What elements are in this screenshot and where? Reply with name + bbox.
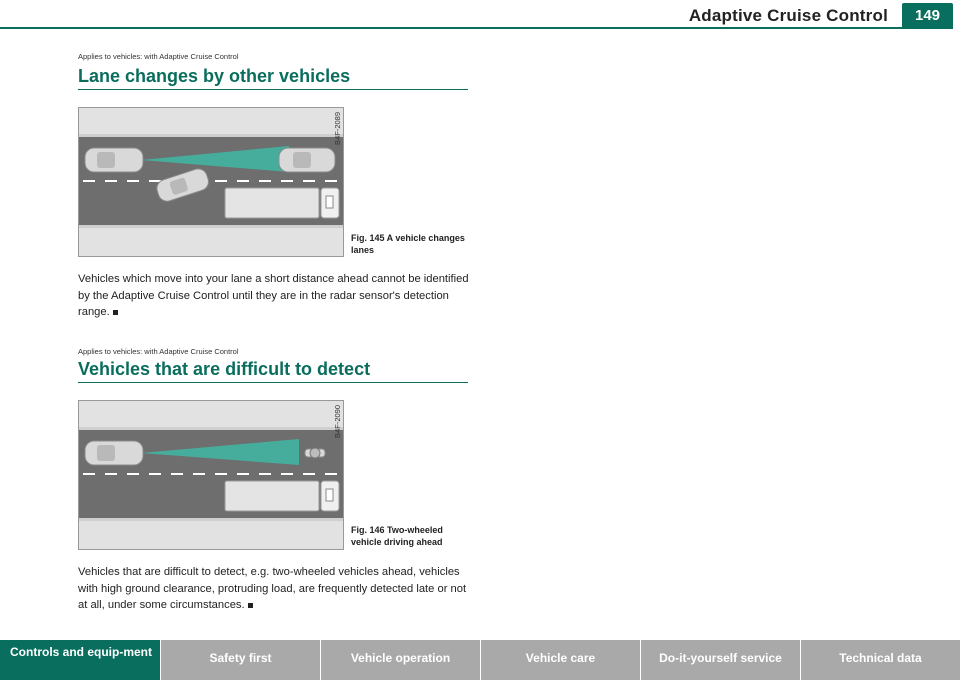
figure-caption-145: Fig. 145 A vehicle changes lanes [351,233,465,255]
applies-note-2: Applies to vehicles: with Adaptive Cruise Control [78,347,239,356]
figure-code-146: B4F-2090 [333,405,342,438]
nav-tab-vehicle-operation[interactable]: Vehicle operation [320,640,480,680]
two-wheeler-illustration [79,401,343,549]
body-paragraph-2 [78,564,470,614]
body-text-1: Vehicles which move into your lane a short distance ahead cannot be identified by the Adaptive Cruise Control until they are in the radar sensor's detection range. [78,273,469,318]
end-of-section-marker [113,310,118,315]
nav-tab-technical-data[interactable]: Technical data [800,640,960,680]
figure-caption-146: Fig. 146 Two-wheeled vehicle driving ahead [351,525,443,547]
section-title-difficult-detect: Vehicles that are difficult to detect [78,359,468,383]
header-rule [0,27,935,29]
nav-tab-controls[interactable]: Controls and equip-ment [0,640,160,680]
figure-code-145: B4F-2089 [333,112,342,145]
nav-tab-vehicle-care[interactable]: Vehicle care [480,640,640,680]
header-title: Adaptive Cruise Control [688,6,888,25]
page-number-badge: 149 [902,3,953,29]
figure-145 [78,107,344,257]
nav-tab-safety[interactable]: Safety first [160,640,320,680]
body-paragraph-1 [78,271,470,321]
lane-change-illustration [79,108,343,256]
end-of-section-marker [248,603,253,608]
chapter-nav-bar [0,640,960,680]
nav-tab-diy-service[interactable]: Do-it-yourself service [640,640,800,680]
body-text-2: Vehicles that are difficult to detect, e.g. two-wheeled vehicles ahead, vehicles with high ground clearance, protruding load, are frequently detected late or not at all, under some circumstances. [78,566,467,611]
figure-146 [78,400,344,550]
section-title-lane-changes: Lane changes by other vehicles [78,66,468,90]
applies-note-1: Applies to vehicles: with Adaptive Cruise Control [78,52,239,61]
